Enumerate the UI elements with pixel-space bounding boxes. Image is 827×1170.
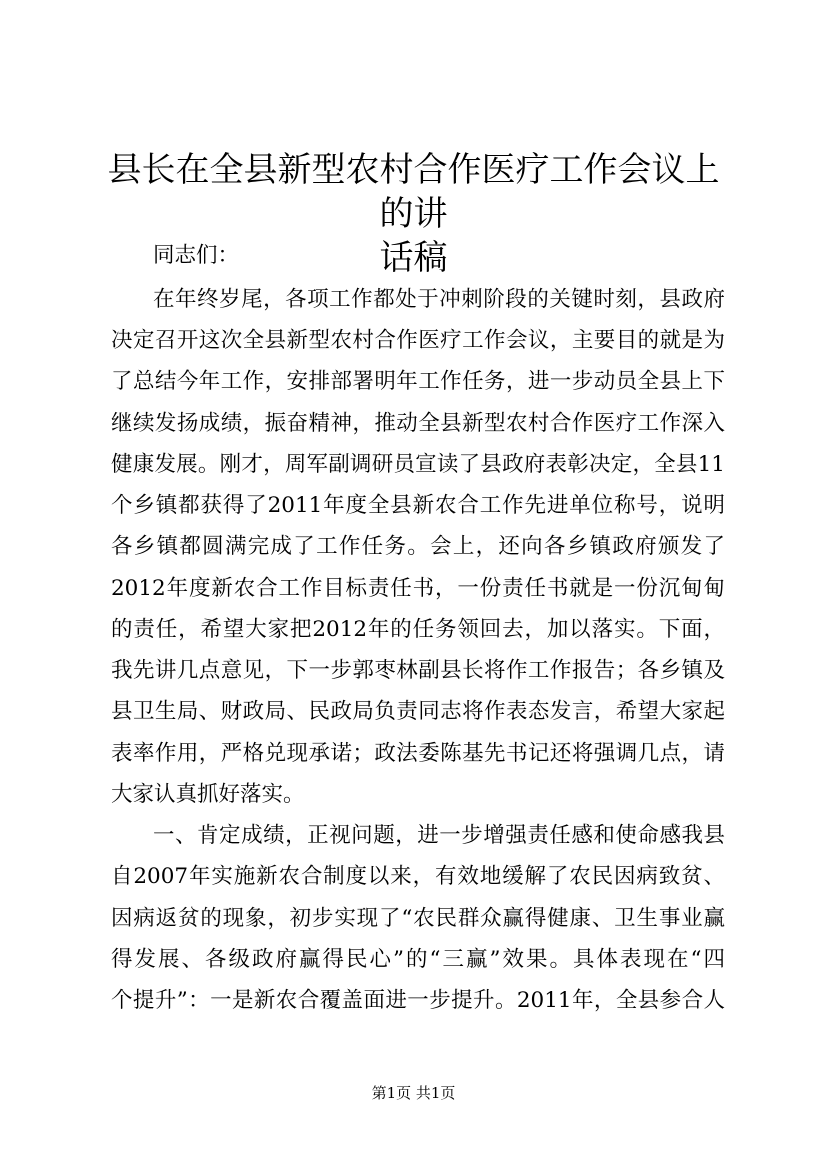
body-line-4: 继续发扬成绩，振奋精神，推动全县新型农村合作医疗工作深入 [111,411,725,436]
body-line-3: 了总结今年工作，安排部署明年工作任务，进一步动员全县上下 [111,369,725,394]
page-footer: 第1页 共1页 [371,1084,456,1102]
body-line-11: 县卫生局、财政局、民政局负责同志将作表态发言，希望大家起 [111,699,725,724]
body-line-7: 各乡镇都圆满完成了工作任务。会上，还向各乡镇政府颁发了 [111,534,725,559]
body-line-12: 表率作用，严格兑现承诺；政法委陈基先书记还将强调几点，请 [111,741,725,766]
body-line-10: 我先讲几点意见，下一步郭枣林副县长将作工作报告；各乡镇及 [111,658,725,683]
body-line-16: 因病返贫的现象，初步实现了“农民群众赢得健康、卫生事业赢 [111,906,725,931]
title-line-1: 县长在全县新型农村合作医疗工作会议上的讲 [107,150,720,234]
salutation: 同志们： [153,243,240,268]
body-line-18: 个提升”：一是新农合覆盖面进一步提升。2011年，全县参合人 [111,988,725,1013]
body-line-15: 自2007年实施新农合制度以来，有效地缓解了农民因病致贫、 [111,864,725,889]
title-line-2: 话稿 [379,238,448,278]
body-line-9: 的责任，希望大家把2012年的任务领回去，加以落实。下面， [111,617,725,642]
body-line-17: 得发展、各级政府赢得民心”的“三赢”效果。具体表现在“四 [111,947,725,972]
body-line-13: 大家认真抓好落实。 [111,782,305,807]
body-line-6: 个乡镇都获得了2011年度全县新农合工作先进单位称号，说明 [111,493,725,518]
body-line-8: 2012年度新农合工作目标责任书，一份责任书就是一份沉甸甸 [111,576,725,601]
section-heading-1: 一、肯定成绩，正视问题，进一步增强责任感和使命感我县 [153,823,725,848]
body-line-1: 在年终岁尾，各项工作都处于冲刺阶段的关键时刻，县政府 [153,287,725,312]
body-line-5: 健康发展。刚才，周军副调研员宣读了县政府表彰决定，全县11 [111,452,725,477]
body-line-2: 决定召开这次全县新型农村合作医疗工作会议，主要目的就是为 [111,328,725,353]
